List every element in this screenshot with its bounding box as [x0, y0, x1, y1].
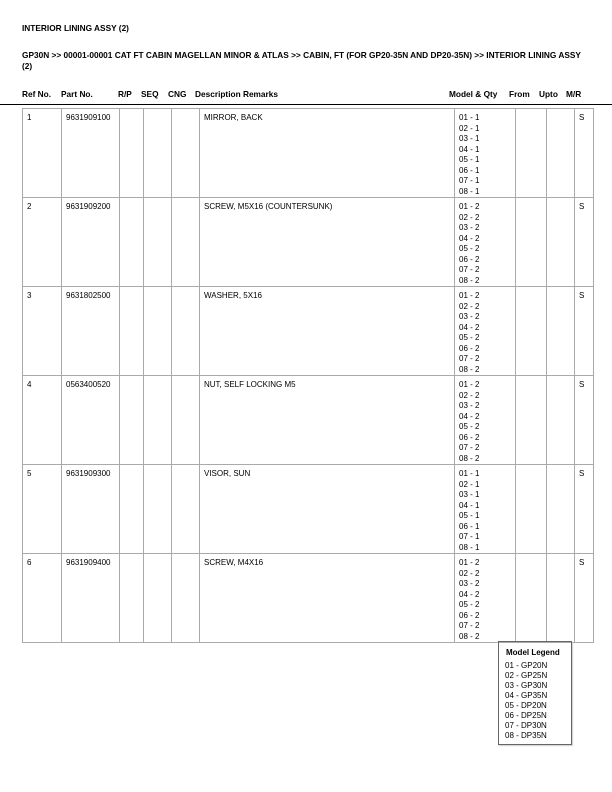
- description-cell: VISOR, SUN: [200, 465, 455, 554]
- qty-line: 06 - 1: [459, 165, 480, 175]
- cng-cell: [172, 465, 200, 554]
- part-no-cell: 9631909100: [62, 109, 120, 198]
- from-cell: [516, 465, 547, 554]
- qty-line: 08 - 2: [459, 364, 480, 374]
- qty-line: 05 - 2: [459, 333, 480, 342]
- table-row: [23, 376, 594, 465]
- qty-line: 06 - 2: [459, 432, 480, 442]
- legend-item: 07 - DP30N: [505, 721, 547, 730]
- table-row: [23, 198, 594, 287]
- model-legend: [498, 641, 572, 745]
- qty-line: 07 - 2: [459, 265, 480, 274]
- rp-cell: [120, 554, 144, 643]
- qty-line: 04 - 1: [459, 144, 480, 154]
- part-no-cell: 9631909200: [62, 198, 120, 287]
- ref-cell: 2: [23, 198, 62, 287]
- parts-table: [22, 108, 594, 643]
- qty-line: 04 - 2: [459, 322, 480, 332]
- legend-item: 05 - DP20N: [505, 701, 547, 710]
- legend-item: 04 - GP35N: [505, 691, 548, 700]
- cng-cell: [172, 287, 200, 376]
- qty-line: 05 - 2: [459, 244, 480, 253]
- mr-cell: S: [575, 465, 594, 554]
- column-header: Part No.: [61, 89, 93, 99]
- qty-line: 06 - 2: [459, 610, 480, 620]
- qty-line: 02 - 2: [459, 212, 480, 222]
- cng-cell: [172, 109, 200, 198]
- cng-cell: [172, 554, 200, 643]
- qty-line: 06 - 2: [459, 254, 480, 264]
- qty-line: 08 - 2: [459, 453, 480, 463]
- breadcrumb: GP30N >> 00001-00001 CAT FT CABIN MAGELLAN MINOR & ATLAS >> CABIN, FT (FOR GP20-35N AND DP20-35N) >> INTERIOR LINING ASSY (2): [22, 50, 581, 71]
- seq-cell: [144, 554, 172, 643]
- seq-cell: [144, 376, 172, 465]
- description-cell: MIRROR, BACK: [200, 109, 455, 198]
- upto-cell: [547, 465, 575, 554]
- legend-item: 03 - GP30N: [505, 681, 548, 690]
- upto-cell: [547, 376, 575, 465]
- rp-cell: [120, 287, 144, 376]
- qty-line: 05 - 1: [459, 155, 480, 164]
- part-no-cell: 9631802500: [62, 287, 120, 376]
- upto-cell: [547, 287, 575, 376]
- header-divider: [0, 104, 612, 105]
- from-cell: [516, 376, 547, 465]
- cng-cell: [172, 198, 200, 287]
- qty-line: 08 - 1: [459, 542, 480, 552]
- qty-line: 02 - 1: [459, 479, 480, 489]
- qty-line: 04 - 1: [459, 500, 480, 510]
- ref-cell: 1: [23, 109, 62, 198]
- qty-line: 05 - 2: [459, 600, 480, 609]
- qty-line: 03 - 2: [459, 401, 480, 410]
- column-header: Ref No.: [22, 89, 52, 99]
- description-cell: WASHER, 5X16: [200, 287, 455, 376]
- mr-cell: S: [575, 376, 594, 465]
- mr-cell: S: [575, 109, 594, 198]
- ref-cell: 4: [23, 376, 62, 465]
- page-title: INTERIOR LINING ASSY (2): [22, 23, 129, 33]
- seq-cell: [144, 287, 172, 376]
- cng-cell: [172, 376, 200, 465]
- legend-item: 01 - GP20N: [505, 661, 548, 670]
- qty-line: 06 - 2: [459, 343, 480, 353]
- table-row: [23, 554, 594, 643]
- model-qty-cell: [455, 376, 516, 465]
- qty-line: 07 - 1: [459, 532, 480, 541]
- seq-cell: [144, 465, 172, 554]
- legend-item: 02 - GP25N: [505, 671, 548, 680]
- qty-line: 02 - 1: [459, 123, 480, 133]
- qty-line: 01 - 2: [459, 291, 480, 300]
- qty-line: 05 - 2: [459, 422, 480, 431]
- qty-line: 04 - 2: [459, 589, 480, 599]
- upto-cell: [547, 554, 575, 643]
- qty-line: 02 - 2: [459, 390, 480, 400]
- qty-line: 02 - 2: [459, 301, 480, 311]
- qty-line: 08 - 2: [459, 275, 480, 285]
- upto-cell: [547, 198, 575, 287]
- qty-line: 08 - 2: [459, 631, 480, 641]
- from-cell: [516, 198, 547, 287]
- ref-cell: 5: [23, 465, 62, 554]
- qty-line: 01 - 2: [459, 558, 480, 567]
- seq-cell: [144, 198, 172, 287]
- qty-line: 04 - 2: [459, 233, 480, 243]
- qty-line: 01 - 1: [459, 113, 480, 122]
- table-row: [23, 109, 594, 198]
- column-header: Model & Qty: [449, 89, 498, 99]
- part-no-cell: 0563400520: [62, 376, 120, 465]
- description-cell: NUT, SELF LOCKING M5: [200, 376, 455, 465]
- qty-line: 03 - 2: [459, 579, 480, 588]
- column-header: From: [509, 89, 530, 99]
- model-qty-cell: [455, 554, 516, 643]
- model-qty-cell: [455, 287, 516, 376]
- rp-cell: [120, 109, 144, 198]
- rp-cell: [120, 465, 144, 554]
- qty-line: 03 - 1: [459, 134, 480, 143]
- mr-cell: S: [575, 198, 594, 287]
- qty-line: 07 - 2: [459, 354, 480, 363]
- qty-line: 01 - 2: [459, 202, 480, 211]
- description-cell: SCREW, M5X16 (COUNTERSUNK): [200, 198, 455, 287]
- column-header: Description Remarks: [195, 89, 279, 99]
- qty-line: 08 - 1: [459, 186, 480, 196]
- qty-line: 03 - 2: [459, 223, 480, 232]
- table-row: [23, 287, 594, 376]
- qty-line: 07 - 2: [459, 443, 480, 452]
- from-cell: [516, 287, 547, 376]
- mr-cell: S: [575, 554, 594, 643]
- upto-cell: [547, 109, 575, 198]
- ref-cell: 3: [23, 287, 62, 376]
- rp-cell: [120, 376, 144, 465]
- qty-line: 01 - 1: [459, 469, 480, 478]
- model-qty-cell: [455, 198, 516, 287]
- column-header: M/R: [566, 89, 582, 99]
- column-header: R/P: [118, 89, 132, 99]
- qty-line: 05 - 1: [459, 511, 480, 520]
- model-qty-cell: [455, 465, 516, 554]
- qty-line: 02 - 2: [459, 568, 480, 578]
- qty-line: 03 - 2: [459, 312, 480, 321]
- mr-cell: S: [575, 287, 594, 376]
- qty-line: 07 - 1: [459, 176, 480, 185]
- qty-line: 01 - 2: [459, 380, 480, 389]
- description-cell: SCREW, M4X16: [200, 554, 455, 643]
- qty-line: 06 - 1: [459, 521, 480, 531]
- column-header: CNG: [168, 89, 187, 99]
- column-header: SEQ: [141, 89, 159, 99]
- from-cell: [516, 109, 547, 198]
- ref-cell: 6: [23, 554, 62, 643]
- seq-cell: [144, 109, 172, 198]
- qty-line: 03 - 1: [459, 490, 480, 499]
- qty-line: 04 - 2: [459, 411, 480, 421]
- legend-item: 06 - DP25N: [505, 711, 547, 720]
- part-no-cell: 9631909400: [62, 554, 120, 643]
- rp-cell: [120, 198, 144, 287]
- legend-title: Model Legend: [506, 648, 560, 657]
- part-no-cell: 9631909300: [62, 465, 120, 554]
- legend-item: 08 - DP35N: [505, 731, 547, 740]
- table-row: [23, 465, 594, 554]
- qty-line: 07 - 2: [459, 621, 480, 630]
- column-header: Upto: [539, 89, 558, 99]
- model-qty-cell: [455, 109, 516, 198]
- from-cell: [516, 554, 547, 643]
